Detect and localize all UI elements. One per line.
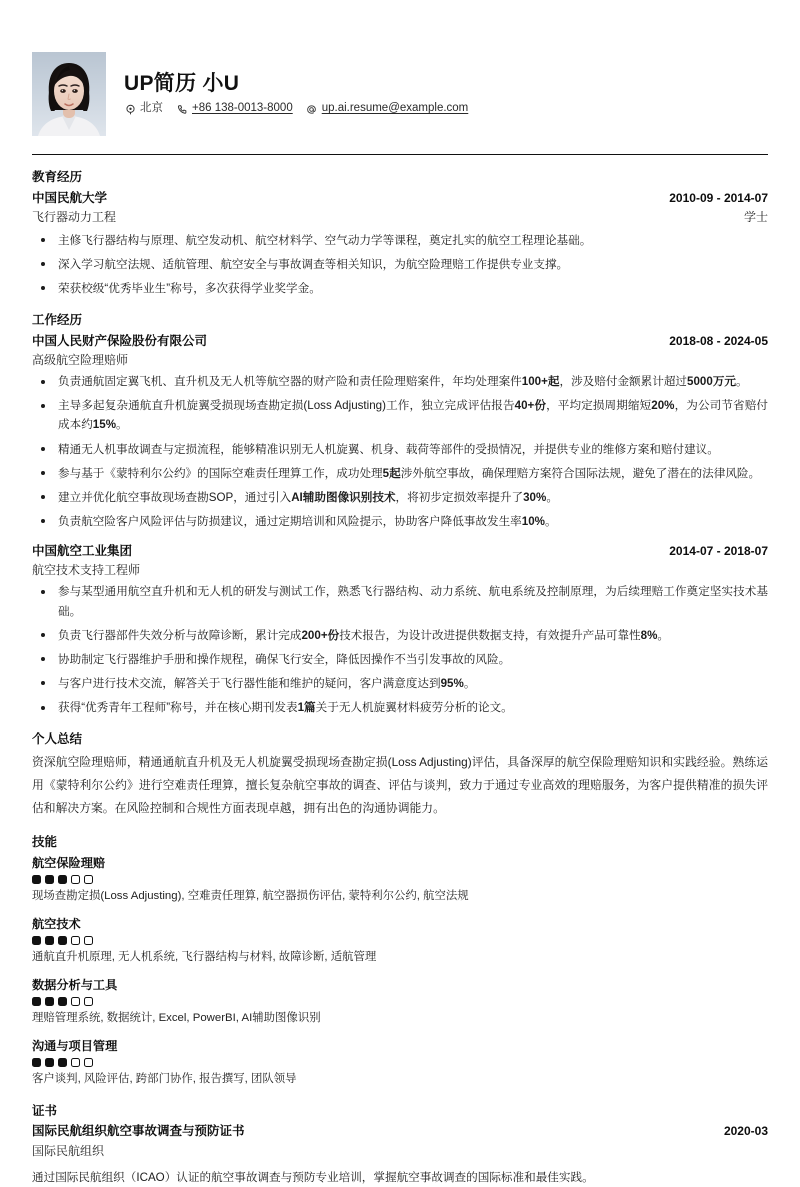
list-item: 参与某型通用航空直升机和无人机的研发与测试工作，熟悉飞行器结构、动力系统、航电系统及控制原理，为后续理赔工作奠定坚实技术基础。 [32, 582, 768, 620]
list-item: 主修飞行器结构与原理、航空发动机、航空材料学、空气动力学等课程，奠定扎实的航空工程理论基础。 [32, 231, 768, 250]
identity-block [124, 73, 468, 115]
education-entry-header [32, 189, 768, 208]
skill-dot-filled [45, 1058, 54, 1067]
skill-dot-filled [32, 936, 41, 945]
skill-item [32, 976, 768, 1028]
avatar [32, 52, 106, 136]
contact-email[interactable] [306, 103, 469, 115]
skill-keywords: 客户谈判, 风险评估, 跨部门协作, 报告撰写, 团队领导 [32, 1072, 297, 1085]
skill-level-dots [32, 875, 768, 884]
section-certificates [32, 1102, 768, 1187]
skill-dot-empty [71, 1058, 80, 1067]
skill-level-dots [32, 997, 768, 1006]
resume-header [32, 0, 768, 146]
header-divider [32, 154, 768, 155]
skill-keywords: 理赔管理系统, 数据统计, Excel, PowerBI, AI辅助图像识别 [32, 1011, 321, 1024]
list-item: 负责通航固定翼飞机、直升机及无人机等航空器的财产险和责任险理赔案件，年均处理案件100+起，涉及赔付金额累计超过5000万元。 [32, 372, 768, 391]
skill-keywords: 通航直升机原理, 无人机系统, 飞行器结构与材料, 故障诊断, 适航管理 [32, 950, 377, 963]
contact-location-text: 北京 [140, 102, 163, 115]
skill-dot-filled [58, 936, 67, 945]
list-item: 主导多起复杂通航直升机旋翼受损现场查勘定损(Loss Adjusting)工作，独立完成评估报告40+份，平均定损周期缩短20%，为公司节省赔付成本约15%。 [32, 396, 768, 434]
section-title-skills: 技能 [32, 834, 58, 849]
skill-dot-empty [84, 936, 93, 945]
education-degree: 学士 [743, 210, 768, 225]
list-item: 负责飞行器部件失效分析与故障诊断，累计完成200+份技术报告，为设计改进提供数据支持，有效提升产品可靠性8%。 [32, 626, 768, 645]
skill-level-dots [32, 936, 768, 945]
skill-name: 航空保险理赔 [32, 855, 106, 870]
education-major: 飞行器动力工程 [32, 210, 117, 225]
location-pin-icon [124, 103, 136, 115]
skill-item [32, 1037, 768, 1089]
education-bullets [32, 231, 768, 298]
education-entry [32, 189, 768, 298]
skill-dot-empty [71, 936, 80, 945]
work-title: 高级航空险理赔师 [32, 353, 129, 368]
contact-email-text[interactable]: up.ai.resume@example.com [321, 102, 469, 115]
work-company: 中国航空工业集团 [32, 544, 133, 559]
certificate-name: 国际民航组织航空事故调查与预防证书 [32, 1124, 245, 1139]
work-title: 航空技术支持工程师 [32, 563, 141, 578]
contact-phone[interactable] [176, 103, 293, 115]
phone-icon [176, 103, 188, 115]
skill-item [32, 854, 768, 906]
list-item: 获得“优秀青年工程师”称号，并在核心期刊发表1篇关于无人机旋翼材料疲劳分析的论文。 [32, 698, 768, 717]
skill-dot-filled [58, 997, 67, 1006]
list-item: 深入学习航空法规、适航管理、航空安全与事故调查等相关知识，为航空险理赔工作提供专业支撑。 [32, 255, 768, 274]
skill-keywords: 现场查勘定损(Loss Adjusting), 空难责任理算, 航空器损伤评估, 蒙特利尔公约, 航空法规 [32, 890, 469, 903]
work-entry [32, 332, 768, 531]
work-entry [32, 542, 768, 717]
skill-dot-empty [84, 1058, 93, 1067]
skill-dot-filled [32, 1058, 41, 1067]
skill-dot-filled [32, 875, 41, 884]
contact-row [124, 103, 468, 115]
list-item: 负责航空险客户风险评估与防损建议，通过定期培训和风险提示，协助客户降低事故发生率10%。 [32, 512, 768, 531]
skill-dot-filled [58, 875, 67, 884]
section-education [32, 168, 768, 298]
at-email-icon [306, 103, 318, 115]
skill-dot-filled [45, 875, 54, 884]
work-bullets [32, 372, 768, 531]
skill-dot-empty [71, 997, 80, 1006]
skill-dot-empty [71, 875, 80, 884]
section-title-education: 教育经历 [32, 170, 83, 184]
skill-dot-filled [45, 936, 54, 945]
section-summary [32, 730, 768, 820]
skill-dot-empty [84, 875, 93, 884]
skill-name: 数据分析与工具 [32, 977, 118, 992]
certificate-issuer: 国际民航组织 [32, 1143, 105, 1158]
list-item: 精通无人机事故调查与定损流程，能够精准识别无人机旋翼、机身、载荷等部件的受损情况，并提供专业的维修方案和赔付建议。 [32, 440, 768, 459]
work-date: 2014-07 - 2018-07 [669, 544, 768, 559]
certificate-date: 2020-03 [723, 1124, 768, 1139]
section-title-summary: 个人总结 [32, 732, 83, 747]
education-date: 2010-09 - 2014-07 [669, 190, 768, 205]
certificate-entry [32, 1122, 768, 1187]
summary-text: 资深航空险理赔师，精通通航直升机及无人机旋翼受损现场查勘定损(Loss Adjusting)评估，具备深厚的航空保险理赔知识和实践经验。熟练运用《蒙特利尔公约》进行空难责任理算，擅长复杂航空事故的调查、评估与谈判，致力于通过专业高效的理赔服务，为客户提供精准的损失评估和解决方案。在风险控制和合规性方面表现卓越，拥有出色的沟通协调能力。 [32, 754, 768, 815]
skill-item [32, 915, 768, 967]
skill-dot-filled [58, 1058, 67, 1067]
skill-level-dots [32, 1058, 768, 1067]
certificate-entry-header [32, 1122, 768, 1141]
section-skills [32, 833, 768, 1089]
contact-phone-text[interactable]: +86 138-0013-8000 [192, 102, 293, 115]
list-item: 与客户进行技术交流，解答关于飞行器性能和维护的疑问，客户满意度达到95%。 [32, 674, 768, 693]
education-org: 中国民航大学 [32, 190, 108, 205]
education-entry-subheader [32, 208, 768, 227]
list-item: 建立并优化航空事故现场查勘SOP，通过引入AI辅助图像识别技术，将初步定损效率提升了30%。 [32, 488, 768, 507]
list-item: 参与基于《蒙特利尔公约》的国际空难责任理算工作，成功处理5起涉外航空事故，确保理赔方案符合国际法规，避免了潜在的法律风险。 [32, 464, 768, 483]
skill-name: 沟通与项目管理 [32, 1038, 118, 1053]
section-title-work: 工作经历 [32, 313, 83, 328]
section-work [32, 311, 768, 717]
contact-location [124, 103, 163, 115]
work-entry-header [32, 332, 768, 351]
skill-dot-empty [84, 997, 93, 1006]
section-title-certificates: 证书 [32, 1103, 58, 1118]
certificate-description: 通过国际民航组织（ICAO）认证的航空事故调查与预防专业培训，掌握航空事故调查的国际标准和最佳实践。 [32, 1170, 594, 1184]
skill-dot-filled [45, 997, 54, 1006]
work-company: 中国人民财产保险股份有限公司 [32, 333, 208, 348]
work-entry-header [32, 542, 768, 561]
page-title: UP简历 小U [124, 72, 240, 95]
work-date: 2018-08 - 2024-05 [669, 333, 768, 348]
skill-dot-filled [32, 997, 41, 1006]
list-item: 荣获校级“优秀毕业生”称号，多次获得学业奖学金。 [32, 279, 768, 298]
skill-name: 航空技术 [32, 916, 81, 931]
list-item: 协助制定飞行器维护手册和操作规程，确保飞行安全，降低因操作不当引发事故的风险。 [32, 650, 768, 669]
work-bullets [32, 582, 768, 717]
